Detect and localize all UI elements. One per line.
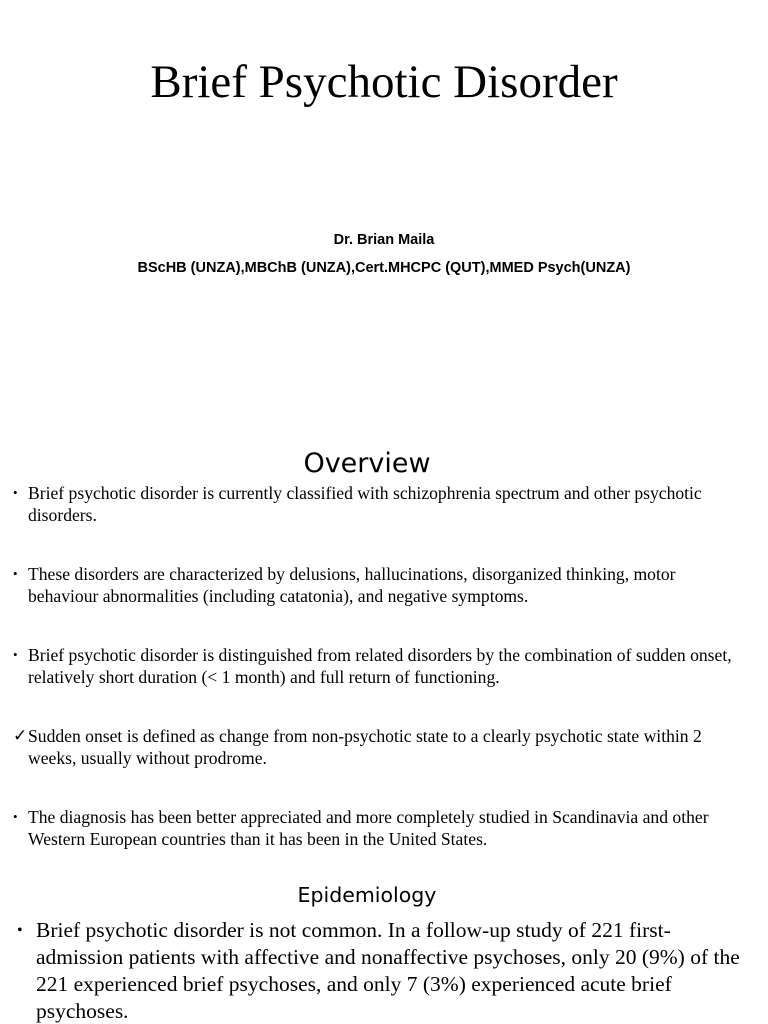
bullet-text: The diagnosis has been better appreciated and more completely studied in Scandinavia and other Western European countries than it has been in the United States. (28, 807, 709, 849)
bullet-icon: • (13, 647, 18, 662)
bullet-icon: • (13, 809, 18, 824)
list-item (0, 917, 768, 1024)
title-slide (0, 0, 768, 430)
list-item (0, 563, 768, 607)
list-item (0, 482, 768, 526)
bullet-text: Brief psychotic disorder is not common. In a follow-up study of 221 first-admission patients with affective and nonaffective psychoses, only 20 (9%) of the 221 experienced brief psychoses, and only 7 (3%) experienced acute brief psychoses. (36, 918, 740, 1023)
bullet-text: Brief psychotic disorder is distinguished from related disorders by the combination of sudden onset, relatively short duration (< 1 month) and full return of functioning. (28, 645, 732, 687)
author-block (0, 229, 768, 279)
author-credentials: BScHB (UNZA),MBChB (UNZA),Cert.MHCPC (QUT),MMED Psych(UNZA) (137, 260, 631, 276)
epidemiology-heading: Epidemiology (297, 883, 437, 907)
author-name: Dr. Brian Maila (333, 232, 435, 248)
list-item (0, 644, 768, 688)
checkmark-icon: ✓ (13, 726, 28, 745)
list-item (0, 806, 768, 850)
list-item (0, 725, 768, 769)
epidemiology-slide (0, 875, 768, 1024)
bullet-text: Brief psychotic disorder is currently classified with schizophrenia spectrum and other psychotic disorders. (28, 483, 702, 525)
bullet-icon: • (13, 485, 18, 500)
bullet-icon: • (17, 922, 23, 939)
bullet-text: These disorders are characterized by delusions, hallucinations, disorganized thinking, motor behaviour abnormalities (including catatonia), and negative symptoms. (28, 564, 676, 606)
overview-heading: Overview (303, 448, 431, 479)
bullet-text: Sudden onset is defined as change from non-psychotic state to a clearly psychotic state within 2 weeks, usually without prodrome. (28, 726, 702, 768)
epidemiology-bullet-list (0, 917, 768, 1024)
overview-slide (0, 430, 768, 875)
bullet-icon: • (13, 566, 18, 581)
overview-bullet-list (0, 482, 768, 887)
slide-title: Brief Psychotic Disorder (150, 56, 618, 108)
